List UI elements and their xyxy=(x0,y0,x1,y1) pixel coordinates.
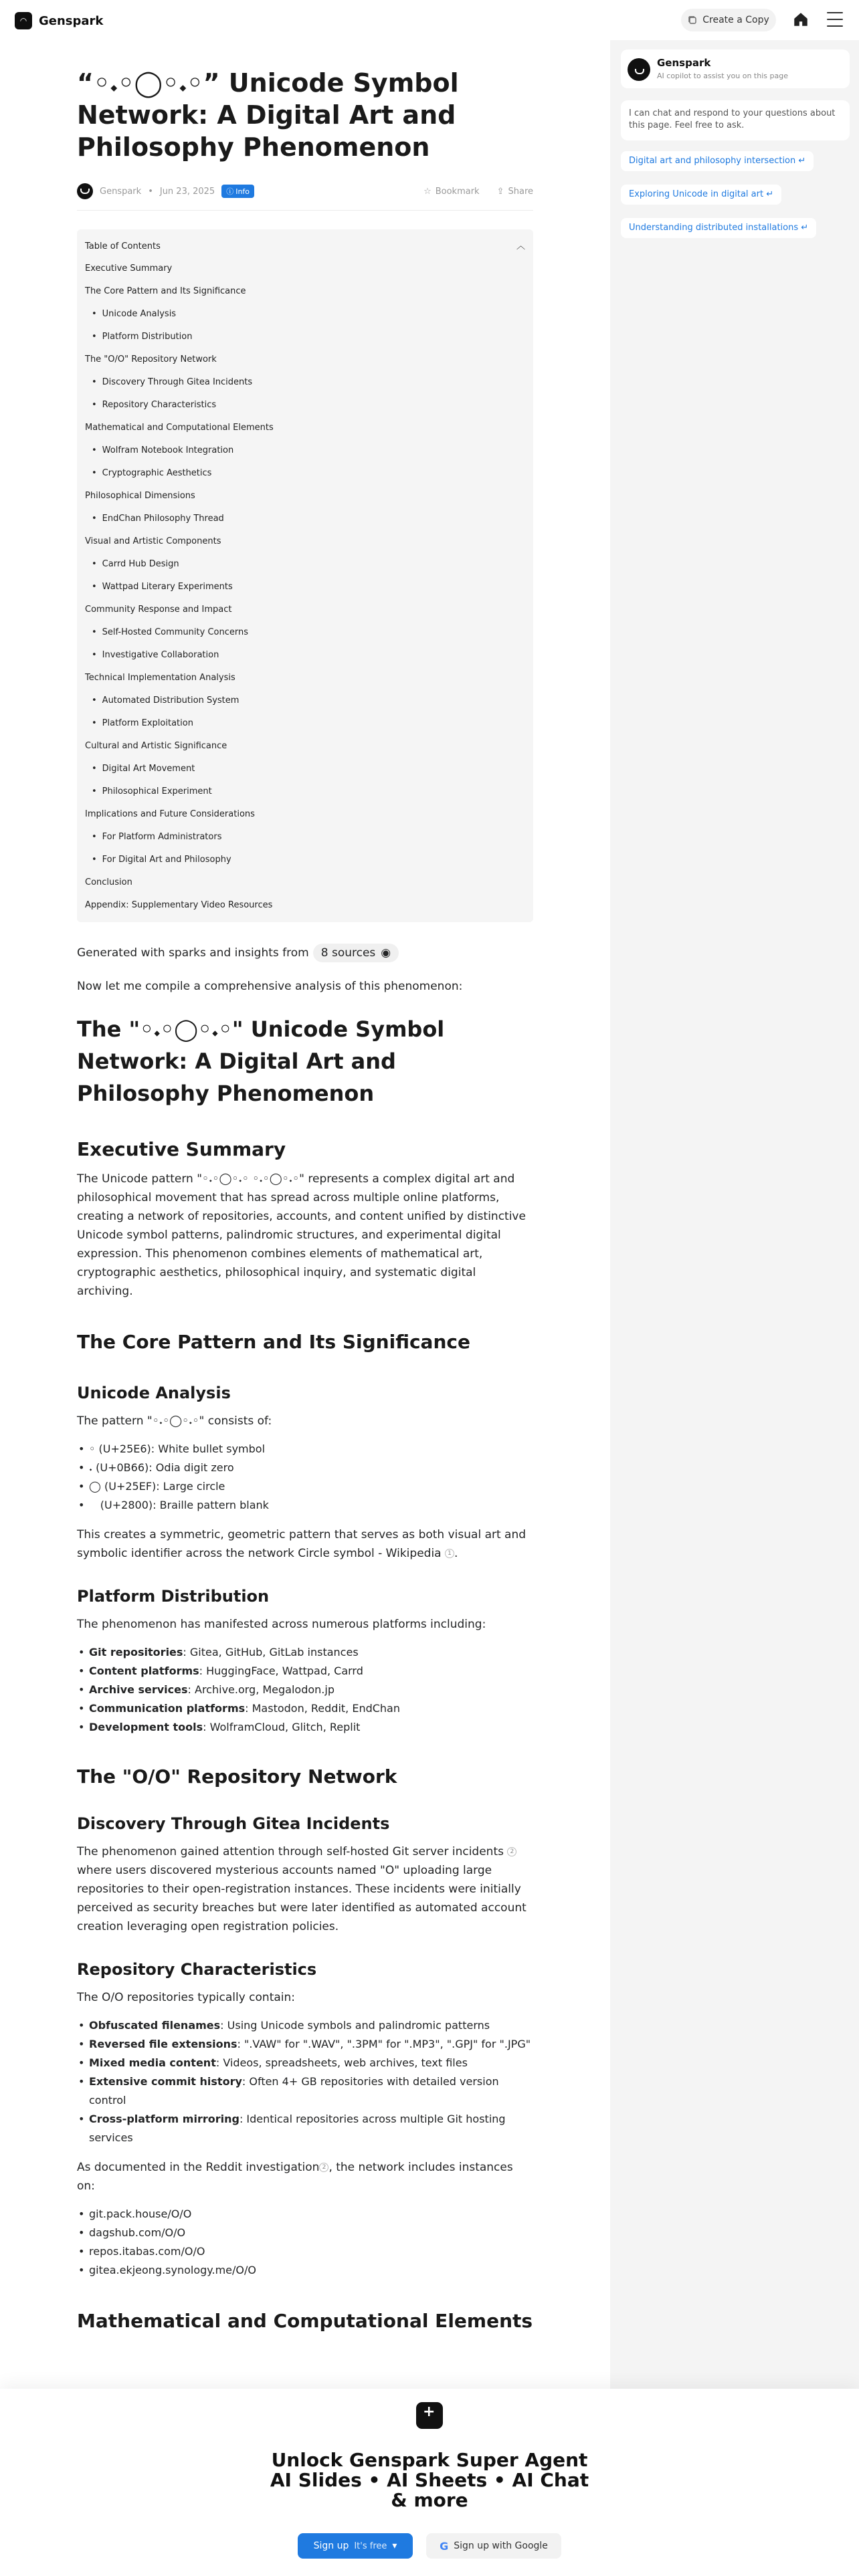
toc-item[interactable]: Conclusion xyxy=(85,877,132,887)
toc-item[interactable]: Philosophical Dimensions xyxy=(85,491,195,501)
repo-list-item-key: Obfuscated filenames xyxy=(89,2019,221,2032)
meta-separator: • xyxy=(148,186,153,197)
toc-subitem[interactable]: • For Digital Art and Philosophy xyxy=(85,849,525,871)
copilot-avatar xyxy=(628,58,650,81)
sources-pill[interactable] xyxy=(313,944,399,962)
toc-subitem[interactable]: • Automated Distribution System xyxy=(85,689,525,712)
reddit-text-1: As documented in the Reddit investigation xyxy=(77,2161,320,2174)
unicode-list-item: • ◯ (U+25EF): Large circle xyxy=(77,1477,533,1496)
intro-paragraph: Now let me compile a comprehensive analysis of this phenomenon: xyxy=(77,980,463,993)
toc-subitem[interactable]: • Platform Distribution xyxy=(85,326,525,348)
platform-list-item-value: : WolframCloud, Glitch, Replit xyxy=(203,1721,361,1733)
repo-list-item xyxy=(77,2035,533,2054)
toc-item[interactable]: The "O/O" Repository Network xyxy=(85,354,217,364)
repo-list-item-value: : ".VAW" for ".WAV", ".3PM" for ".MP3", ".GPJ" for ".JPG" xyxy=(237,2038,531,2050)
platform-list-item-value: : Gitea, GitHub, GitLab instances xyxy=(183,1646,359,1658)
chevron-up-icon[interactable]: ︿ xyxy=(516,241,525,251)
generated-prefix: Generated with sparks and insights from xyxy=(77,946,309,960)
toc-header[interactable] xyxy=(85,236,525,257)
toc-subitem[interactable]: • Self-Hosted Community Concerns xyxy=(85,621,525,644)
toc-subitem[interactable]: • Wattpad Literary Experiments xyxy=(85,576,525,599)
instance-list-item: • dagshub.com/O/O xyxy=(77,2224,533,2242)
copilot-header-card xyxy=(621,49,850,88)
suggestion-chip[interactable]: Exploring Unicode in digital art ↵ xyxy=(621,185,781,205)
toc-subitem[interactable]: • For Platform Administrators xyxy=(85,826,525,849)
math-heading: Mathematical and Computational Elements xyxy=(77,2310,533,2332)
unicode-list-item: • ⠀ (U+2800): Braille pattern blank xyxy=(77,1496,533,1515)
platform-list-item-key: Archive services xyxy=(89,1683,188,1696)
gitea-text-2: where users discovered mysterious accounts named "O" uploading large repositories to their open-registration instances. These incidents were initially perceived as security breaches but were later identified as automated account creation leveraging open registration policies. xyxy=(77,1864,527,1933)
repo-list-item-key: Cross-platform mirroring xyxy=(89,2113,240,2125)
signup-label: Sign up xyxy=(313,2541,349,2551)
publish-date: Jun 23, 2025 xyxy=(159,186,215,197)
instance-list-item: • repos.itabas.com/O/O xyxy=(77,2242,533,2261)
table-of-contents xyxy=(77,229,533,922)
toc-list xyxy=(85,257,525,917)
sources-count: 8 sources xyxy=(320,946,376,960)
gitea-text-1: The phenomenon gained attention through self-hosted Git server incidents xyxy=(77,1845,504,1858)
toc-subitem[interactable]: • Repository Characteristics xyxy=(85,394,525,417)
toc-title: Table of Contents xyxy=(85,241,161,251)
repo-list-item-value: : Using Unicode symbols and palindromic patterns xyxy=(220,2019,490,2032)
toc-item[interactable]: Mathematical and Computational Elements xyxy=(85,423,274,433)
top-bar xyxy=(0,0,859,40)
platform-list-item-key: Content platforms xyxy=(89,1665,199,1677)
toc-subitem[interactable]: • Platform Exploitation xyxy=(85,712,525,735)
instance-list xyxy=(77,2205,533,2280)
toc-item[interactable]: Appendix: Supplementary Video Resources xyxy=(85,900,273,910)
google-signup-button[interactable] xyxy=(426,2533,561,2559)
signup-overlay xyxy=(0,2389,859,2576)
gitea-paragraph xyxy=(77,1842,533,1936)
citation-badge[interactable]: 2 xyxy=(319,2163,328,2172)
platform-list-item-key: Communication platforms xyxy=(89,1702,246,1715)
share-button[interactable] xyxy=(497,187,533,197)
home-icon[interactable] xyxy=(792,11,809,28)
unicode-after-text: This creates a symmetric, geometric pattern that serves as both visual art and symbolic identifier across the network Circle symbol - Wikipedia xyxy=(77,1528,527,1560)
author-name: Genspark xyxy=(100,186,142,197)
platform-list-item xyxy=(77,1681,533,1699)
toc-subitem[interactable]: • Philosophical Experiment xyxy=(85,780,525,803)
brand-logo[interactable] xyxy=(15,12,103,29)
meta-divider xyxy=(77,210,533,211)
super-agent-icon xyxy=(416,2402,443,2429)
gitea-heading: Discovery Through Gitea Incidents xyxy=(77,1814,390,1833)
reddit-text-2: , the network includes instances on: xyxy=(77,2161,513,2193)
platform-list-item xyxy=(77,1662,533,1681)
article-heading: The "◦𝆺◦◯◦𝆺◦" Unicode Symbol Network: A Digital Art and Philosophy Phenomenon xyxy=(77,1016,445,1106)
genspark-logo-icon: ◠ xyxy=(15,12,32,29)
toc-item[interactable]: Cultural and Artistic Significance xyxy=(85,741,227,751)
unicode-analysis-intro: The pattern "◦𝆺◦◯◦𝆺◦" consists of: xyxy=(77,1414,272,1428)
toc-subitem[interactable]: • Investigative Collaboration xyxy=(85,644,525,667)
platform-list xyxy=(77,1643,533,1737)
generated-line xyxy=(77,944,533,962)
platform-list-item-value: : Archive.org, Megalodon.jp xyxy=(187,1683,335,1696)
reddit-paragraph xyxy=(77,2158,533,2195)
copy-icon xyxy=(688,15,697,25)
repo-list-item xyxy=(77,2110,533,2147)
create-copy-label: Create a Copy xyxy=(702,15,769,25)
instance-list-item: • gitea.ekjeong.synology.me/O/O xyxy=(77,2261,533,2280)
bookmark-button[interactable] xyxy=(423,187,480,197)
toc-item[interactable]: The Core Pattern and Its Significance xyxy=(85,286,246,296)
toc-subitem[interactable]: • Digital Art Movement xyxy=(85,758,525,780)
repo-characteristics-heading: Repository Characteristics xyxy=(77,1960,317,1979)
platform-list-item-value: : HuggingFace, Wattpad, Carrd xyxy=(199,1665,363,1677)
copilot-subtitle: AI copilot to assist you on this page xyxy=(657,72,788,80)
article-meta xyxy=(77,182,533,201)
unicode-after-paragraph: This creates a symmetric, geometric pattern that serves as both visual art and symbolic identifier across the network Circle symbol - Wikipedia 1 . xyxy=(77,1528,527,1560)
share-icon: ⇪ xyxy=(496,186,504,197)
unicode-list-item: • ◦ (U+25E6): White bullet symbol xyxy=(77,1440,533,1459)
repo-list-item-value: : Videos, spreadsheets, web archives, text files xyxy=(215,2056,468,2069)
platform-list-item-key: Development tools xyxy=(89,1721,203,1733)
oo-network-heading: The "O/O" Repository Network xyxy=(77,1765,397,1788)
signup-title: Unlock Genspark Super Agent AI Slides • AI Sheets • AI Chat & more xyxy=(270,2449,589,2511)
toc-subitem[interactable]: • Unicode Analysis xyxy=(85,303,525,326)
suggestion-chip[interactable]: Understanding distributed installations ↵ xyxy=(621,218,816,238)
citation-badge[interactable]: 1 xyxy=(445,1549,454,1558)
toc-item[interactable]: Visual and Artistic Components xyxy=(85,536,221,546)
core-pattern-heading: The Core Pattern and Its Significance xyxy=(77,1331,470,1353)
unicode-list-item: • 𝆺 (U+0B66): Odia digit zero xyxy=(77,1459,533,1477)
repo-list-item-value: : Often 4+ GB repositories with detailed version control xyxy=(89,2075,499,2107)
google-signup-label: Sign up with Google xyxy=(454,2541,548,2551)
chevron-down-icon: ▾ xyxy=(392,2541,397,2551)
repo-list-item xyxy=(77,2016,533,2035)
toc-subitem[interactable]: • Wolfram Notebook Integration xyxy=(85,439,525,462)
executive-summary-paragraph: The Unicode pattern "◦𝆺◦◯◦𝆺◦ ◦𝆺◦◯◦𝆺◦" represents a complex digital art and philosophical movement that has spread across multiple online platforms, creating a network of repositories, accounts, and content unified by distinctive Unicode symbol patterns, palindromic structures, and experimental digital expression. This phenomenon combines elements of mathematical art, cryptographic aesthetics, philosophical inquiry, and systematic digital archiving. xyxy=(77,1172,526,1298)
brand-name: Genspark xyxy=(39,13,104,28)
signup-button[interactable] xyxy=(298,2533,413,2559)
repo-list-item-key: Extensive commit history xyxy=(89,2075,242,2088)
copilot-message: I can chat and respond to your questions about this page. Feel free to ask. xyxy=(621,100,850,140)
unicode-list xyxy=(77,1440,533,1515)
info-badge-label: Info xyxy=(235,187,250,196)
toc-item[interactable]: Technical Implementation Analysis xyxy=(85,673,235,683)
toc-item[interactable]: Implications and Future Considerations xyxy=(85,809,255,819)
platform-list-item-value: : Mastodon, Reddit, EndChan xyxy=(245,1702,400,1715)
article-main xyxy=(77,40,533,2333)
platform-list-item xyxy=(77,1699,533,1718)
bookmark-icon: ☆ xyxy=(423,186,432,197)
info-badge[interactable] xyxy=(221,185,254,198)
repo-list-item-key: Mixed media content xyxy=(89,2056,216,2069)
menu-icon[interactable] xyxy=(827,12,843,27)
toc-subitem[interactable]: • Cryptographic Aesthetics xyxy=(85,462,525,485)
suggestion-chip[interactable]: Digital art and philosophy intersection ↵ xyxy=(621,151,814,171)
repo-list-item xyxy=(77,2072,533,2110)
repo-list-item-key: Reversed file extensions xyxy=(89,2038,237,2050)
repo-list-item xyxy=(77,2054,533,2072)
citation-badge[interactable]: 2 xyxy=(507,1847,516,1856)
platform-list-item-key: Git repositories xyxy=(89,1646,183,1658)
share-label: Share xyxy=(508,186,533,197)
repo-list xyxy=(77,2016,533,2147)
toc-item[interactable]: Executive Summary xyxy=(85,263,173,274)
toc-item[interactable]: Community Response and Impact xyxy=(85,605,232,615)
toc-subitem[interactable]: • Carrd Hub Design xyxy=(85,553,525,576)
google-icon: G xyxy=(440,2539,449,2553)
sources-icon: ◉ xyxy=(381,946,391,960)
repo-list-item-value: : Identical repositories across multiple Git hosting services xyxy=(89,2113,506,2144)
bookmark-label: Bookmark xyxy=(435,186,480,197)
unicode-analysis-heading: Unicode Analysis xyxy=(77,1384,231,1402)
create-copy-button[interactable] xyxy=(681,9,776,31)
platform-distribution-intro: The phenomenon has manifested across numerous platforms including: xyxy=(77,1618,486,1631)
toc-subitem[interactable]: • EndChan Philosophy Thread xyxy=(85,508,525,530)
platform-list-item xyxy=(77,1643,533,1662)
author-avatar xyxy=(77,183,93,199)
signup-free-label: It's free xyxy=(354,2541,387,2551)
copilot-name: Genspark xyxy=(657,57,711,69)
toc-subitem[interactable]: • Discovery Through Gitea Incidents xyxy=(85,371,525,394)
instance-list-item: • git.pack.house/O/O xyxy=(77,2205,533,2224)
info-icon: ⓘ xyxy=(226,187,234,196)
platform-distribution-heading: Platform Distribution xyxy=(77,1587,270,1606)
repo-characteristics-intro: The O/O repositories typically contain: xyxy=(77,1991,296,2004)
platform-list-item xyxy=(77,1718,533,1737)
executive-summary-heading: Executive Summary xyxy=(77,1138,286,1160)
page-title: “◦𝆺◦◯◦𝆺◦” Unicode Symbol Network: A Digital Art and Philosophy Phenomenon xyxy=(77,68,459,162)
copilot-sidebar xyxy=(610,40,859,2389)
